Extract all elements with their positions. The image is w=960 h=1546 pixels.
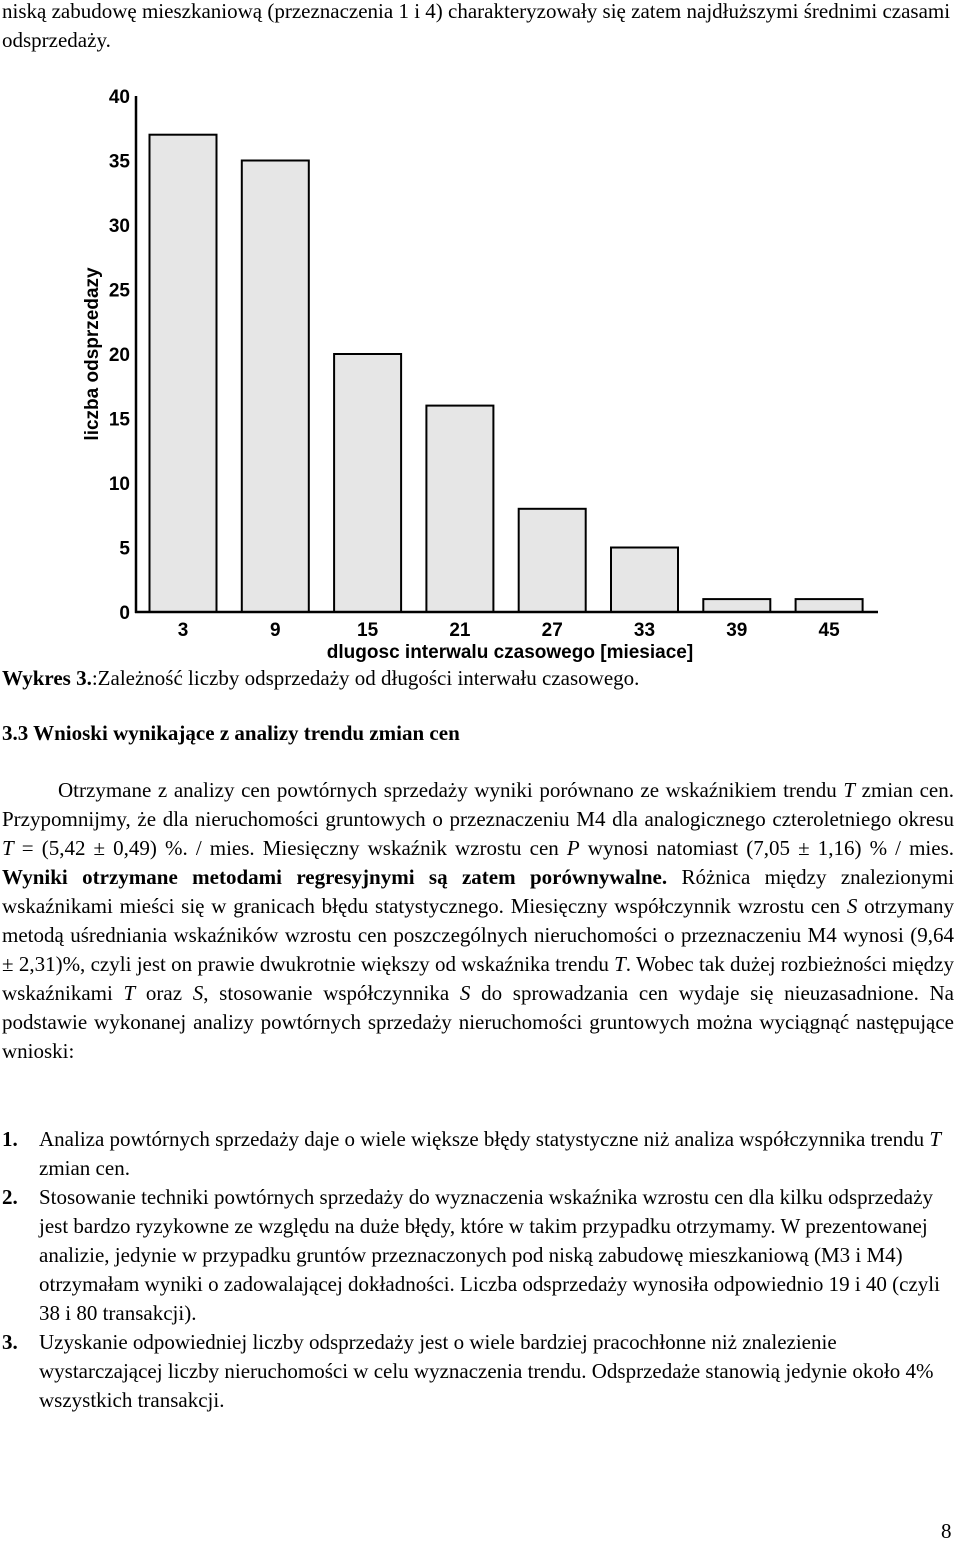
symbol-T: T — [2, 836, 14, 860]
y-tick-label: 25 — [108, 280, 130, 302]
y-tick-label: 20 — [108, 345, 130, 366]
bar-chart — [60, 76, 900, 666]
bar — [242, 161, 309, 613]
list-number: 3. — [2, 1330, 18, 1354]
bar — [150, 135, 217, 612]
body-text-segment: zmian cen. Przypomnijmy, że dla nieruchomości gruntowych o przeznaczeniu M4 dla analogicznego czteroletniego okresu — [2, 778, 955, 831]
bar — [703, 599, 770, 612]
symbol-S: S — [459, 981, 471, 1005]
body-text-segment: do sprowadzania cen wydaje się nieuzasadnione. Na podstawie wykonanej analizy powtórnych sprzedaży nieruchomości gruntowych można wyciągnąć następujące wnioski: — [2, 981, 954, 1063]
y-tick-label: 40 — [108, 87, 130, 108]
symbol-T: T — [614, 952, 626, 976]
body-text-segment: otrzymany metodą uśredniania wskaźników wzrostu cen poszczególnych nieruchomości o przeznaczeniu M4 wynosi (9,64 ± 2,31)%, czyli jest on prawie dwukrotnie większy od wskaźnika trendu — [2, 894, 954, 976]
conclusions-list — [2, 1125, 952, 1415]
list-item — [2, 1328, 952, 1415]
list-item — [2, 1183, 952, 1328]
caption-label: Wykres 3. — [2, 666, 92, 690]
list-item-text: zmian cen. — [39, 1156, 130, 1180]
body-text-segment: , stosowanie współczynnika — [203, 981, 460, 1005]
body-text-segment: wynosi natomiast (7,05 ± 1,16) % / mies. — [579, 836, 954, 860]
symbol-T: T — [929, 1127, 942, 1151]
bar — [334, 354, 401, 612]
body-text-segment: oraz — [135, 981, 193, 1005]
y-tick-label: 30 — [108, 216, 130, 237]
list-item — [2, 1125, 952, 1183]
symbol-S: S — [846, 894, 858, 918]
x-tick-label: 15 — [357, 620, 379, 641]
body-text-segment: Otrzymane z analizy cen powtórnych sprzedaży wyniki porównano ze wskaźnikiem trendu — [58, 778, 844, 802]
y-tick-label: 35 — [108, 151, 130, 173]
list-item-text: Uzyskanie odpowiedniej liczby odsprzedaży jest o wiele bardziej pracochłonne niż znalezienie wystarczającej liczby nieruchomości w celu wyznaczenia trendu. Odsprzedaże stanowią jedynie około 4% wszystkich transakcji. — [39, 1330, 934, 1412]
bold-statement: Wyniki otrzymane metodami regresyjnymi są zatem porównywalne. — [2, 865, 668, 889]
x-tick-label: 9 — [270, 620, 281, 641]
bar — [426, 406, 493, 612]
x-tick-label: 3 — [177, 620, 189, 641]
caption-text: :Zależność liczby odsprzedaży od długości interwału czasowego. — [91, 666, 640, 690]
page-number: 8 — [941, 1519, 952, 1543]
x-axis — [178, 620, 840, 641]
x-tick-label: 21 — [449, 620, 471, 641]
intro-paragraph: niską zabudowę mieszkaniową (przeznaczenia 1 i 4) charakteryzowały się zatem najdłuższymi średnimi czasami odsprzedaży. — [2, 0, 951, 52]
x-tick-label: 45 — [818, 620, 840, 641]
y-tick-label: 5 — [119, 538, 130, 560]
symbol-T: T — [123, 981, 136, 1005]
bar — [796, 599, 863, 612]
y-axis-label: liczba odsprzedazy — [82, 267, 103, 441]
list-item-text: Analiza powtórnych sprzedaży daje o wiele większe błędy statystyczne niż analiza współczynnika trendu — [39, 1127, 930, 1151]
bars — [150, 135, 863, 612]
y-tick-label: 0 — [119, 603, 130, 624]
body-paragraph — [2, 776, 954, 1066]
x-tick-label: 33 — [633, 620, 656, 641]
y-tick-label: 10 — [108, 474, 130, 495]
y-tick-label: 15 — [108, 409, 130, 431]
x-tick-label: 27 — [541, 620, 563, 641]
section-heading: 3.3 Wnioski wynikające z analizy trendu zmian cen — [2, 721, 460, 745]
y-axis — [109, 87, 131, 624]
body-text-segment: . Wobec tak dużej rozbieżności między wskaźnikami — [2, 952, 954, 1005]
symbol-P: P — [566, 836, 580, 860]
body-text-segment: Różnica między znalezionymi wskaźnikami mieści się w granicach błędu statystycznego. Miesięczny współczynnik wzrostu cen — [2, 865, 954, 918]
body-text-segment: = (5,42 ± 0,49) %. / mies. Miesięczny wskaźnik wzrostu cen — [13, 836, 567, 860]
bar — [519, 509, 586, 612]
symbol-S: S — [192, 981, 204, 1005]
figure-caption — [2, 664, 952, 693]
list-number: 2. — [2, 1185, 18, 1209]
list-item-text: Stosowanie techniki powtórnych sprzedaży do wyznaczenia wskaźnika wzrostu cen dla kilku odsprzedaży jest bardzo ryzykowne ze względu na duże błędy, które w takim przypadku otrzymamy. W prezentowanej analizie, jedynie w przypadku gruntów przeznaczonych pod niską zabudowę mieszkaniową (M3 i M4) otrzymałam wyniki o zadowalającej dokładności. Liczba odsprzedaży wynosiła odpowiednio 19 i 40 (czyli 38 i 80 transakcji). — [39, 1185, 940, 1325]
symbol-T: T — [843, 778, 856, 802]
list-number: 1. — [2, 1127, 18, 1151]
x-axis-label: dlugosc interwalu czasowego [miesiace] — [326, 642, 694, 663]
bar — [611, 548, 678, 613]
x-tick-label: 39 — [726, 620, 748, 641]
